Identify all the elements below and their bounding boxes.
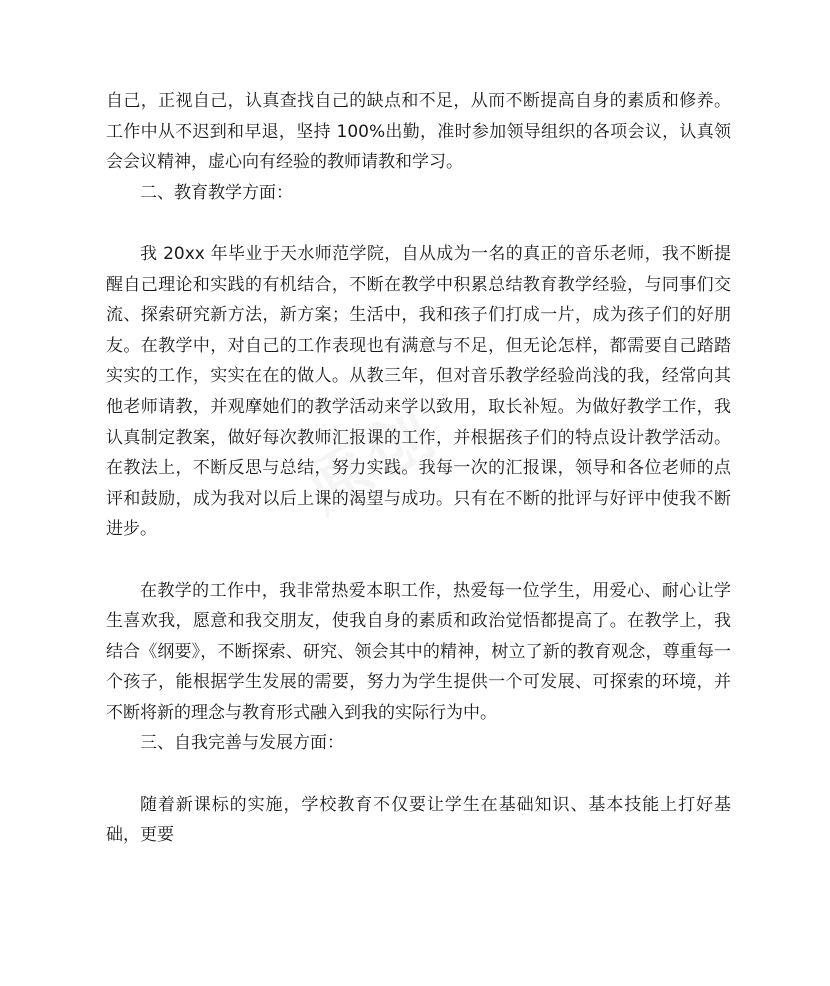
- paragraph-new-curriculum: 随着新课标的实施，学校教育不仅要让学生在基础知识、基本技能上打好基础，更要: [106, 794, 731, 846]
- paragraph-teaching-experience: 我 20xx 年毕业于天水师范学院，自从成为一名的真正的音乐老师，我不断提醒自己理论和实践的有机结合，不断在教学中积累总结教育教学经验，与同事们交流、探索研究新方法，新方案；生活中，我和孩子们打成一片，成为孩子们的好朋友。在教学中，对自己的工作表现也有满意与不足，但无论怎样，都需要自己踏踏实实的工作，实实在在的做人。从教三年，但对音乐教学经验尚浅的我，经常向其他老师请教，并观摩她们的教学活动来学以致用，取长补短。为做好教学工作，我认真制定教案，做好每次教师汇报课的工作，并根据孩子们的特点设计教学活动。在教法上，不断反思与总结，努力实践。我每一次的汇报课，领导和各位老师的点评和鼓励，成为我对以后上课的渴望与成功。只有在不断的批评与好评中使我不断进步。: [106, 243, 731, 540]
- document-body: [106, 86, 731, 851]
- paragraph-teaching-work: 在教学的工作中，我非常热爱本职工作，热爱每一位学生，用爱心、耐心让学生喜欢我，愿意和我交朋友，使我自身的素质和政治觉悟都提高了。在教学上，我结合《纲要》，不断探索、研究、领会其中的精神，树立了新的教育观念，尊重每一个孩子，能根据学生发展的需要，努力为学生提供一个可发展、可探索的环境，并不断将新的理念与教育形式融入到我的实际行为中。: [106, 580, 731, 723]
- section-heading-self-improvement: 三、自我完善与发展方面：: [140, 733, 344, 754]
- paragraph-continuation: 自己，正视自己，认真查找自己的缺点和不足，从而不断提高自身的素质和修养。工作中从不迟到和早退，坚持 100%出勤，准时参加领导组织的各项会议，认真领会会议精神，虚心向有经验的教师请教和学习。: [106, 91, 731, 173]
- section-heading-teaching: 二、教育教学方面：: [140, 182, 293, 203]
- watermark: 原创: [293, 394, 453, 529]
